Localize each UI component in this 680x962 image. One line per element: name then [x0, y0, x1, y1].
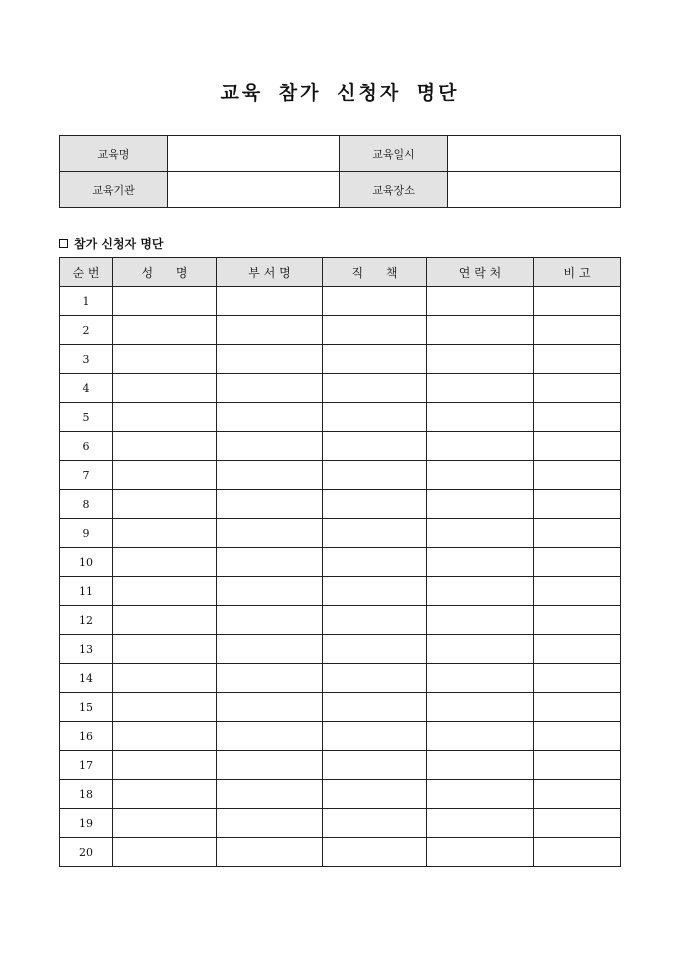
- contact-cell[interactable]: [427, 693, 534, 722]
- department-cell[interactable]: [217, 461, 323, 490]
- note-cell[interactable]: [534, 519, 621, 548]
- department-cell[interactable]: [217, 577, 323, 606]
- name-cell[interactable]: [113, 316, 217, 345]
- row-number: 20: [60, 838, 113, 867]
- note-cell[interactable]: [534, 432, 621, 461]
- note-cell[interactable]: [534, 287, 621, 316]
- education-date-field[interactable]: [448, 136, 621, 172]
- name-cell[interactable]: [113, 606, 217, 635]
- name-cell[interactable]: [113, 751, 217, 780]
- position-cell[interactable]: [323, 809, 427, 838]
- section-title: 참가 신청자 명단: [74, 237, 164, 251]
- table-row: [60, 809, 621, 838]
- name-cell[interactable]: [113, 287, 217, 316]
- name-cell[interactable]: [113, 345, 217, 374]
- table-row: [60, 374, 621, 403]
- position-cell[interactable]: [323, 403, 427, 432]
- name-cell[interactable]: [113, 809, 217, 838]
- row-number: 6: [60, 432, 113, 461]
- row-number: 7: [60, 461, 113, 490]
- department-cell[interactable]: [217, 722, 323, 751]
- row-number: 16: [60, 722, 113, 751]
- table-row: [60, 519, 621, 548]
- position-cell[interactable]: [323, 374, 427, 403]
- note-cell[interactable]: [534, 606, 621, 635]
- name-cell[interactable]: [113, 461, 217, 490]
- checkbox-square-icon: [59, 239, 68, 248]
- department-cell[interactable]: [217, 751, 323, 780]
- note-cell[interactable]: [534, 664, 621, 693]
- education-info-table: [59, 135, 621, 208]
- table-row: [60, 606, 621, 635]
- position-cell[interactable]: [323, 635, 427, 664]
- contact-cell[interactable]: [427, 548, 534, 577]
- name-cell[interactable]: [113, 838, 217, 867]
- department-cell[interactable]: [217, 635, 323, 664]
- row-number: 2: [60, 316, 113, 345]
- contact-cell[interactable]: [427, 287, 534, 316]
- position-cell[interactable]: [323, 548, 427, 577]
- department-cell[interactable]: [217, 606, 323, 635]
- row-number: 10: [60, 548, 113, 577]
- department-cell[interactable]: [217, 838, 323, 867]
- row-number: 19: [60, 809, 113, 838]
- column-header-position: 직 책: [323, 258, 427, 287]
- contact-cell[interactable]: [427, 432, 534, 461]
- document-title: 교육 참가 신청자 명단: [220, 82, 460, 104]
- table-row: [60, 316, 621, 345]
- note-cell[interactable]: [534, 780, 621, 809]
- note-cell[interactable]: [534, 751, 621, 780]
- table-row: [60, 635, 621, 664]
- note-cell[interactable]: [534, 461, 621, 490]
- name-cell[interactable]: [113, 548, 217, 577]
- row-number: 15: [60, 693, 113, 722]
- applicant-list-table: [59, 257, 621, 867]
- position-cell[interactable]: [323, 606, 427, 635]
- position-cell[interactable]: [323, 490, 427, 519]
- position-cell[interactable]: [323, 461, 427, 490]
- info-row: [60, 172, 621, 208]
- note-cell[interactable]: [534, 722, 621, 751]
- info-row: [60, 136, 621, 172]
- name-cell[interactable]: [113, 780, 217, 809]
- department-cell[interactable]: [217, 548, 323, 577]
- name-cell[interactable]: [113, 664, 217, 693]
- education-name-field[interactable]: [168, 136, 340, 172]
- contact-cell[interactable]: [427, 664, 534, 693]
- table-row: [60, 461, 621, 490]
- table-row: [60, 432, 621, 461]
- table-row: [60, 577, 621, 606]
- position-cell[interactable]: [323, 751, 427, 780]
- row-number: 13: [60, 635, 113, 664]
- table-row: [60, 664, 621, 693]
- column-header-note: 비 고: [534, 258, 621, 287]
- note-cell[interactable]: [534, 490, 621, 519]
- department-cell[interactable]: [217, 374, 323, 403]
- name-cell[interactable]: [113, 403, 217, 432]
- department-cell[interactable]: [217, 809, 323, 838]
- row-number: 4: [60, 374, 113, 403]
- name-cell[interactable]: [113, 635, 217, 664]
- department-cell[interactable]: [217, 403, 323, 432]
- position-cell[interactable]: [323, 316, 427, 345]
- contact-cell[interactable]: [427, 490, 534, 519]
- table-row: [60, 693, 621, 722]
- name-cell[interactable]: [113, 432, 217, 461]
- contact-cell[interactable]: [427, 751, 534, 780]
- name-cell[interactable]: [113, 490, 217, 519]
- section-heading: [59, 235, 164, 252]
- education-name-label: 교육명: [60, 136, 168, 172]
- row-number: 3: [60, 345, 113, 374]
- contact-cell[interactable]: [427, 838, 534, 867]
- note-cell[interactable]: [534, 635, 621, 664]
- position-cell[interactable]: [323, 664, 427, 693]
- contact-cell[interactable]: [427, 403, 534, 432]
- row-number: 17: [60, 751, 113, 780]
- contact-cell[interactable]: [427, 577, 534, 606]
- contact-cell[interactable]: [427, 461, 534, 490]
- contact-cell[interactable]: [427, 316, 534, 345]
- row-number: 1: [60, 287, 113, 316]
- note-cell[interactable]: [534, 345, 621, 374]
- column-header-dept: 부 서 명: [217, 258, 323, 287]
- department-cell[interactable]: [217, 693, 323, 722]
- contact-cell[interactable]: [427, 606, 534, 635]
- name-cell[interactable]: [113, 722, 217, 751]
- position-cell[interactable]: [323, 693, 427, 722]
- position-cell[interactable]: [323, 577, 427, 606]
- place-label: 교육장소: [340, 172, 448, 208]
- table-row: [60, 490, 621, 519]
- contact-cell[interactable]: [427, 519, 534, 548]
- column-header-contact: 연 락 처: [427, 258, 534, 287]
- row-number: 14: [60, 664, 113, 693]
- row-number: 11: [60, 577, 113, 606]
- name-cell[interactable]: [113, 374, 217, 403]
- position-cell[interactable]: [323, 519, 427, 548]
- institution-label: 교육기관: [60, 172, 168, 208]
- note-cell[interactable]: [534, 403, 621, 432]
- position-cell[interactable]: [323, 722, 427, 751]
- department-cell[interactable]: [217, 345, 323, 374]
- name-cell[interactable]: [113, 519, 217, 548]
- header-row: [60, 258, 621, 287]
- row-number: 9: [60, 519, 113, 548]
- note-cell[interactable]: [534, 577, 621, 606]
- position-cell[interactable]: [323, 838, 427, 867]
- education-date-label: 교육일시: [340, 136, 448, 172]
- table-row: [60, 780, 621, 809]
- note-cell[interactable]: [534, 693, 621, 722]
- department-cell[interactable]: [217, 490, 323, 519]
- table-row: [60, 345, 621, 374]
- department-cell[interactable]: [217, 519, 323, 548]
- table-row: [60, 548, 621, 577]
- department-cell[interactable]: [217, 287, 323, 316]
- name-cell[interactable]: [113, 577, 217, 606]
- position-cell[interactable]: [323, 345, 427, 374]
- department-cell[interactable]: [217, 432, 323, 461]
- row-number: 5: [60, 403, 113, 432]
- column-header-name: 성 명: [113, 258, 217, 287]
- department-cell[interactable]: [217, 664, 323, 693]
- contact-cell[interactable]: [427, 780, 534, 809]
- note-cell[interactable]: [534, 548, 621, 577]
- note-cell[interactable]: [534, 809, 621, 838]
- note-cell[interactable]: [534, 374, 621, 403]
- contact-cell[interactable]: [427, 809, 534, 838]
- contact-cell[interactable]: [427, 722, 534, 751]
- note-cell[interactable]: [534, 316, 621, 345]
- table-row: [60, 403, 621, 432]
- contact-cell[interactable]: [427, 374, 534, 403]
- table-row: [60, 838, 621, 867]
- row-number: 18: [60, 780, 113, 809]
- place-field[interactable]: [448, 172, 621, 208]
- table-row: [60, 751, 621, 780]
- table-row: [60, 722, 621, 751]
- table-row: [60, 287, 621, 316]
- row-number: 12: [60, 606, 113, 635]
- position-cell[interactable]: [323, 287, 427, 316]
- name-cell[interactable]: [113, 693, 217, 722]
- department-cell[interactable]: [217, 316, 323, 345]
- department-cell[interactable]: [217, 780, 323, 809]
- position-cell[interactable]: [323, 432, 427, 461]
- column-header-no: 순 번: [60, 258, 113, 287]
- position-cell[interactable]: [323, 780, 427, 809]
- row-number: 8: [60, 490, 113, 519]
- institution-field[interactable]: [168, 172, 340, 208]
- contact-cell[interactable]: [427, 635, 534, 664]
- note-cell[interactable]: [534, 838, 621, 867]
- contact-cell[interactable]: [427, 345, 534, 374]
